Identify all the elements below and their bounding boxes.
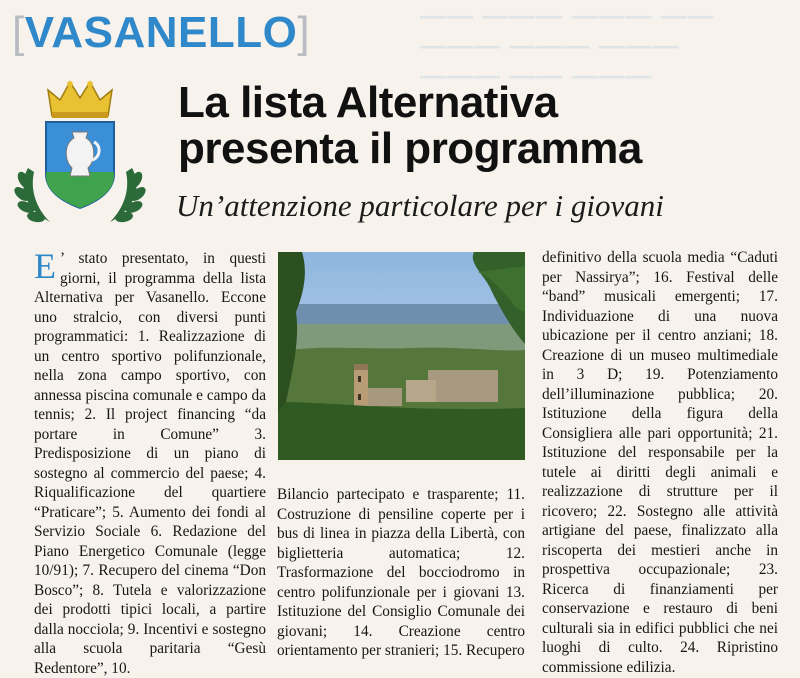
bracket-open: [ [12,8,25,57]
bracket-close: ] [297,8,311,57]
headline [178,80,778,172]
subheadline: Un’attenzione particolare per i giovani [176,188,664,223]
drop-cap: E [34,246,56,286]
headline-line-1: La lista Alternativa [178,78,558,127]
town-panorama-photo [278,252,525,460]
article-column-1 [34,246,266,678]
section-name: VASANELLO [24,8,298,57]
bleed-through-text: —— ——— ——— —— ——— ——— ——— ——— —— ——— [420,0,715,90]
coat-of-arms-icon [10,76,150,228]
article-column-3: definitivo della scuola media “Caduti per Nassirya”; 16. Festival delle “band” musicali emergenti; 17. Individuazione di una nuova ubicazione per il centro anziani; 18. Creazione di un museo multimediale in 3 D; 19. Potenziamento dell’illuminazione pubblica; 20. Istituzione della figura della Consigliera alle pari opportunità; 21. Istituzione del responsabile per la tutele ai diritti degli animali e realizzazione di strutture per il ricovero; 22. Sostegno alle attività artigiane del paese, finalizzato alla riscoperta dei mestieri anche in prospettiva occupazionale; 23. Ricerca di finanziamenti per conservazione e restauro di beni culturali sia in edifici pubblici che nei luoghi di culto. 24. Ripristino commissione edilizia. [542,249,778,676]
headline-line-2: presenta il programma [178,124,642,173]
column-1-text: ’ stato presentato, in questi giorni, il programma della lista Alternativa per Vasanello. Eccone uno stralcio, con diversi punti programmatici: 1. Realizzazione di un centro sportivo polifunzionale, nella zona campo sportivo, con annessa piscina comunale e campo da tennis; 2. Il project financing “da portare in Comune” 3. Predisposizione di un piano di sostegno al commercio del paese; 4. Riqualificazione del quartiere “Praticare”; 5. Aumento dei fondi al Servizio Sociale 6. Redazione del Piano Energetico Comunale (legge 10/91); 7. Recupero del cinema “Don Bosco”; 8. Tutela e valorizzazione dei prodotti tipici locali, a partire dalla nocciola; 9. Incentivi e sostegno alla scuola paritaria “Gesù Redentore”, 10. [34,250,266,677]
article-column-2: Bilancio partecipato e trasparente; 11. Costruzione di pensiline coperte per i bus di linea in piazza della Libertà, con biglietteria automatica; 12. Trasformazione del bocciodromo in centro polifunzionale per i giovani 13. Istituzione del Consiglio Comunale dei giovani; 14. Creazione centro orientamento per stranieri; 15. Recupero [277,486,525,659]
section-tag [12,6,310,60]
